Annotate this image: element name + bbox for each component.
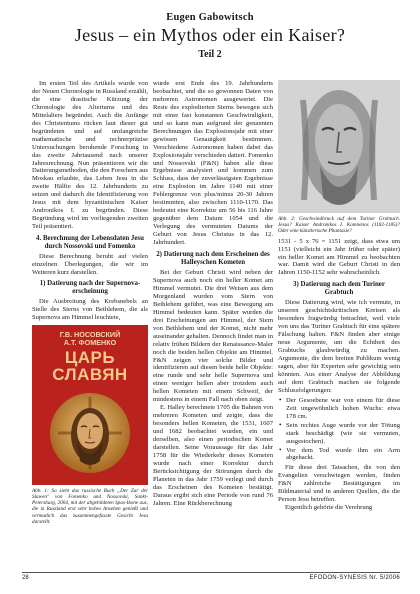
figure-caption-1: Abb. 1: So sieht das russische Buch „Der Zar der Slawen" von Fomenko und Nossovski, Sankt-Petersburg, 2004, mit der abgebildeten Spas-Ikone aus, die in Russland erst sehr hohes Ansehen genießt und vermutlich das zusammengefasste Gesicht Jesu darstellt. (32, 487, 148, 525)
magazine-name: EFODON-SYNESIS Nr. 5/2006 (309, 575, 400, 581)
paragraph: Für diese drei Tatsachen, die von den Evangelien verschwiegen werden, finden F&N zahlreiche Bestätigungen im Bildmaterial und in anderen Quellen, die die Person Jesu betreffen. (278, 464, 400, 504)
article-part: Teil 2 (198, 49, 222, 60)
paragraph: wurde erst Ende des 19. Jahrhunderts beobachtet, und die so gewonnen Daten von mehreren Astronomen ausgewertet. Die Reste des explodierten Sterns bewegen sich mit einer fast konstanten Geschwindigkeit, und so kann man aufgrund der genannten Berechnungen das Explosionsjahr mit einer gewissen Genauigkeit bestimmen. Verschiedene Astronomen haben dabei das Explosionsjahr verschieden datiert. Fomenko und Nossovski (F&N) haben alle diese Ergebnisse analysiert und kommen zum Schluss, dass der zuverlässigsten Ergebnisse eine Explosion im Jahre 1140 mit einer Fehlergrenze von plus/minus 20-30 Jahren bestimmten, also zwischen 1110-1170. Das bedeutet eine Korrektur um 56 bis 116 Jahre gegenüber dem Datum 1054 und die Verlegung des vermuteten Datums der Geburt von Jesus Christus in das 12. Jahrhundert. (153, 80, 273, 247)
book-title: ЦАРЬ СЛАВЯН (52, 347, 128, 384)
section-heading-4: 4. Berechnung der Lebensdaten Jesu durch Nossovski und Fomenko (36, 235, 144, 251)
shroud-face-image (278, 80, 400, 213)
paragraph: Die Ausbreitung des Krebsnebels an Stelle des Sterns von Bethlehem, die als Supernova am Himmel leuchtete, (32, 297, 148, 321)
conclusion-list (278, 397, 400, 463)
list-item: • Vor dem Tod wurde ihm ein Arm abgehackt. (278, 447, 400, 463)
column-2 (153, 80, 273, 508)
subsection-heading-shroud: 3) Datierung nach dem Turiner Grabtuch (293, 281, 385, 297)
book-authors: Г.В. НОСОВСКИЙ А.Т. ФОМЕНКО (59, 329, 121, 348)
figure-caption-2: Abb. 2: Geschwindbruck auf dem Turiner Grabtuch. Jesus? Kaiser Andronikos I. Komnenos (1182-1185)? Oder eine künstlerische Phantasie? (278, 216, 400, 235)
paragraph: E. Halley berechnete 1705 die Bahnen von mehreren Kometen und zeigte, dass die besonders hellen Kometen, die 1531, 1607 und 1682 beobachtet wurden, ein und derselben, also einen periodischen Komet darstellen. Seine Voraussage für das Jahr 1758 für die Wiederkehr dieses Kometen wurde nach einer Korrektur durch Berücksichtigung der Störungen durch die Planeten in das Jahr 1759 verlegt und durch das Erscheinen des Kometen bestätigt. Daraus ergibt sich eine Periode von rund 76 Jahren. Eine Rückberechnung (153, 404, 273, 507)
list-item: • Sein rechtes Auge wurde vor der Tötung stark beschädigt (wie sie vermuten, ausgestochen). (278, 422, 400, 446)
list-item: • Der Gesoebene war von einem für diese Zeit ungewöhnlich hohen Wuchs: etwa 178 cm. (278, 397, 400, 421)
page-number: 28 (22, 575, 29, 581)
shroud-face-drawing (278, 80, 400, 213)
intro-paragraph: Im ersten Teil des Artikels wurde von der Neuen Chronologie in Russland erzählt, die eine drastische Kürzung der Chronologie des Altertums und des Mittelalters begründet. Auch die Anfänge des Christentums rücken laut dieser gut begründeten und auf umfangreiche mathematische und rechnerpräzise Untersuchungen beruhende Forschung in das zweite Jahrtausend nach unserer Jahresrechnung. Nun präsentieren wir die Datierungsmethoden, die den Forschern aus Moskau erlaubte, das Leben Jesu in die zweite Hälfte des 12. Jahrhunderts zu setzen und dadurch die Identifizierung von Jesus mit dem byzantinischen Kaiser Andronikos I. zu begründen. Diese Begründung wird im vorliegenden zweiten Teil präsentiert. (32, 80, 148, 231)
footer-rule (22, 572, 400, 573)
paragraph: Eigentlich gehörte die Verehrung (285, 504, 373, 512)
book-cover-image (32, 325, 148, 485)
subsection-heading-halley: 2) Datierung nach dem Erscheinen des Halleyschen Kometen (156, 251, 270, 267)
paragraph: 1531 - 5 x 76 = 1151 zeigt, dass etwa um 1151 (vielleicht ein Jahr früher oder später) ein heller Komet am Himmel zu beobachten war. Damit wird die Geburt Christi in den Jahren 1150-1152 sehr wahrscheinlich. (278, 237, 400, 277)
paragraph: Diese Datierung wird, wie ich vermute, in unseren geschichtskritischen Kreisen als besonders fragwürdig betrachtet, weil viele von uns das Turiner Grabtuch für eine spätere Fälschung halten. F&N finden aber einige neue Argumente, um die Echtheit des Grabtuchs glaubwürdig zu machen. Argumente, die dem breiten Publikum wenig sagen, aber für Experten sehr gewichtig sein könnten. Aus einer Analyse der Abbildung auf dem Grabtuch machen sie folgende Schlussfolgerungen: (278, 299, 400, 394)
article-title: Jesus – ein Mythos oder ein Kaiser? (74, 25, 346, 45)
column-3 (278, 80, 400, 512)
column-1 (32, 80, 148, 528)
subsection-heading-supernova: 1) Datierung nach der Supernova-erscheinung (39, 279, 141, 295)
article-author: Eugen Gabowitsch (166, 12, 254, 23)
paragraph: Diese Berechnung beruht auf vielen einzelnen Überlegungen, die wir im Weiteren kurz darstellen. (32, 253, 148, 277)
spas-icon-image (50, 389, 130, 481)
paragraph: Bei der Geburt Christi wird neben der Supernova auch noch ein heller Komet am Himmel vermutet. Die drei Weisen aus dem Morgenland wurden vom Stern von Bethlehem geführt, was eine Bewegung am Himmel bedeuten kann. Später wurden die drei Erscheinungen am Himmel, der Stern von Bethlehem und der Komet, nicht mehr auseinander gehalten. Dennoch findet man in relativ frühen Bildern der Renaissance-Maler noch die beiden hellen Objekte am Himmel. F&N zeigen vier solche Bilder und identifizieren auf diesen beide helle Objekte: eine runde und sehr helle Supernova und einen weniger hellen aber trotzdem auch hellen Kometen mit einem Schweif, der mindestens in einem Fall nach oben zeigt. (153, 269, 273, 404)
